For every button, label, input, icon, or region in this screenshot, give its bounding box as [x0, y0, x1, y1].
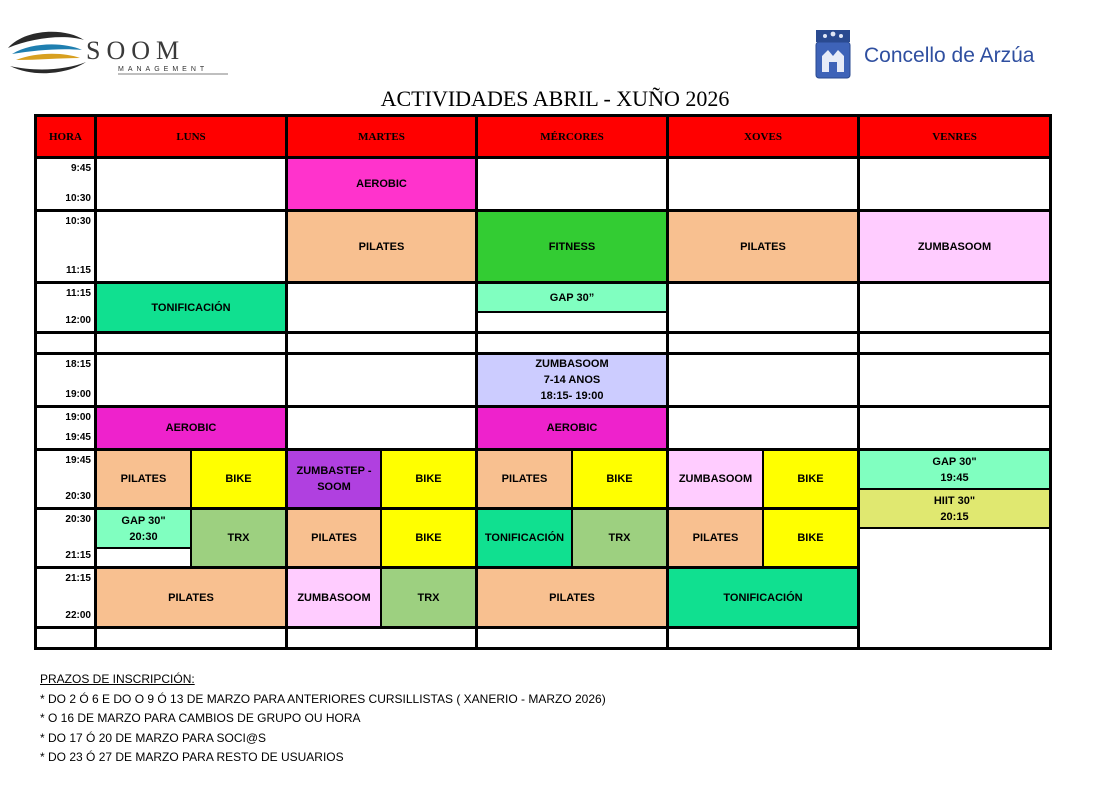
activity-tonificacion: TONIFICACIÓN: [97, 284, 285, 331]
activity-label-line2: SOOM: [317, 481, 351, 493]
page-title: ACTIVIDADES ABRIL - XUÑO 2026: [380, 86, 730, 111]
activity-time: 20:30: [129, 530, 158, 543]
time-slot: [37, 510, 94, 566]
day-header-martes: MARTES: [288, 117, 475, 156]
activity-bike: BIKE: [764, 510, 857, 566]
activity-pilates: PILATES: [288, 510, 380, 566]
empty-slot: [97, 355, 285, 405]
activity-hiit-30: [860, 490, 1049, 527]
note-line: * DO 2 Ó 6 E DO O 9 Ó 13 DE MARZO PARA ANTERIORES CURSILLISTAS ( XANERIO - MARZO 2026): [40, 691, 606, 706]
hour-column-header: HORA: [37, 117, 94, 156]
time-start: 18:15: [65, 359, 91, 370]
empty-slot: [97, 334, 285, 352]
time-start: 20:30: [65, 514, 91, 525]
empty-slot: [97, 159, 285, 209]
time-end: 12:00: [65, 315, 91, 326]
time-end: 20:30: [65, 491, 91, 502]
empty-slot: [288, 284, 475, 331]
activity-trx: TRX: [192, 510, 285, 566]
activity-label: HIIT 30": [933, 494, 976, 507]
registration-notes: [40, 670, 606, 768]
blank-time-slot: [37, 629, 94, 647]
time-slot: [37, 159, 94, 209]
time-end: 19:45: [65, 432, 91, 443]
activity-bike: BIKE: [192, 451, 285, 507]
activity-gap-30: GAP 30”: [478, 284, 666, 311]
day-header-luns: LUNS: [97, 117, 285, 156]
time-slot: [37, 408, 94, 448]
activity-age-range: 7-14 ANOS: [543, 374, 601, 386]
time-start: 21:15: [65, 573, 91, 584]
activity-zumbasoom-kids: [478, 355, 666, 405]
empty-slot: [860, 284, 1049, 331]
company-name: SOOM: [86, 36, 186, 65]
note-line: * DO 17 Ó 20 DE MARZO PARA SOCI@S: [40, 730, 267, 745]
activity-aerobic: AEROBIC: [97, 408, 285, 448]
activity-gap-30: [860, 451, 1049, 488]
time-slot: [37, 212, 94, 281]
activity-time: 20:15: [940, 510, 969, 523]
activity-label: ZUMBASOOM: [535, 358, 609, 370]
activity-bike: BIKE: [573, 451, 666, 507]
empty-slot: [669, 284, 857, 331]
activity-zumbasoom: ZUMBASOOM: [669, 451, 762, 507]
activity-pilates: PILATES: [478, 451, 571, 507]
company-subtitle: MANAGEMENT: [118, 66, 209, 73]
activity-aerobic: AEROBIC: [288, 159, 475, 209]
empty-slot: [860, 159, 1049, 209]
day-header-venres: VENRES: [860, 117, 1049, 156]
time-start: 10:30: [65, 216, 91, 227]
activity-pilates: PILATES: [669, 212, 857, 281]
time-slot: [37, 451, 94, 507]
empty-slot: [97, 549, 190, 566]
time-start: 9:45: [70, 163, 91, 174]
empty-slot: [478, 629, 666, 647]
activity-pilates: PILATES: [288, 212, 475, 281]
empty-slot: [860, 334, 1049, 352]
empty-slot: [669, 408, 857, 448]
time-start: 19:45: [65, 455, 91, 466]
empty-slot: [288, 408, 475, 448]
day-header-mercores: MÉRCORES: [478, 117, 666, 156]
note-line: * O 16 DE MARZO PARA CAMBIOS DE GRUPO OU HORA: [40, 711, 361, 725]
activity-bike: BIKE: [382, 451, 475, 507]
activity-label: GAP 30": [932, 455, 977, 468]
time-end: 11:15: [65, 265, 91, 276]
activity-pilates: PILATES: [97, 569, 285, 626]
activity-zumbasoom: ZUMBASOOM: [288, 569, 380, 626]
empty-slot: [669, 334, 857, 352]
activity-pilates: PILATES: [478, 569, 666, 626]
time-start: 19:00: [65, 412, 91, 423]
time-end: 10:30: [65, 193, 91, 204]
activity-zumbastep-soom: [288, 451, 380, 507]
activity-tonificacion: TONIFICACIÓN: [669, 569, 857, 626]
empty-slot: [288, 629, 475, 647]
empty-slot: [288, 355, 475, 405]
activity-gap-30: [97, 510, 190, 547]
activity-aerobic: AEROBIC: [478, 408, 666, 448]
activity-trx: TRX: [573, 510, 666, 566]
activity-time: 19:45: [940, 471, 969, 484]
empty-slot: [669, 629, 857, 647]
empty-slot: [860, 408, 1049, 448]
activity-tonificacion: TONIFICACIÓN: [478, 510, 571, 566]
time-start: 11:15: [65, 288, 91, 299]
activity-trx: TRX: [382, 569, 475, 626]
empty-slot: [860, 355, 1049, 405]
note-line: * DO 23 Ó 27 DE MARZO PARA RESTO DE USUARIOS: [40, 750, 344, 764]
time-end: 22:00: [65, 610, 91, 621]
activity-fitness: FITNESS: [478, 212, 666, 281]
activity-pilates: PILATES: [669, 510, 762, 566]
time-slot: [37, 569, 94, 626]
empty-slot: [97, 629, 285, 647]
activity-time: 18:15- 19:00: [540, 390, 604, 402]
activity-zumbasoom: ZUMBASOOM: [860, 212, 1049, 281]
activity-label: GAP 30": [121, 514, 166, 527]
activity-bike: BIKE: [382, 510, 475, 566]
empty-slot: [478, 313, 666, 331]
blank-time-slot: [37, 334, 94, 352]
activity-label: ZUMBASTEP -: [296, 465, 372, 477]
day-header-xoves: XOVES: [669, 117, 857, 156]
municipality-name: Concello de Arzúa: [864, 44, 1035, 67]
empty-slot: [669, 159, 857, 209]
activity-bike: BIKE: [764, 451, 857, 507]
schedule-table: [34, 114, 1052, 650]
empty-slot: [288, 334, 475, 352]
time-slot: [37, 284, 94, 331]
empty-slot: [478, 159, 666, 209]
time-end: 21:15: [65, 550, 91, 561]
empty-slot: [478, 334, 666, 352]
activity-pilates: PILATES: [97, 451, 190, 507]
empty-slot: [669, 355, 857, 405]
notes-title: PRAZOS DE INSCRIPCIÓN:: [40, 672, 195, 686]
time-slot: [37, 355, 94, 405]
time-end: 19:00: [65, 389, 91, 400]
empty-slot: [97, 212, 285, 281]
empty-slot: [860, 529, 1049, 647]
